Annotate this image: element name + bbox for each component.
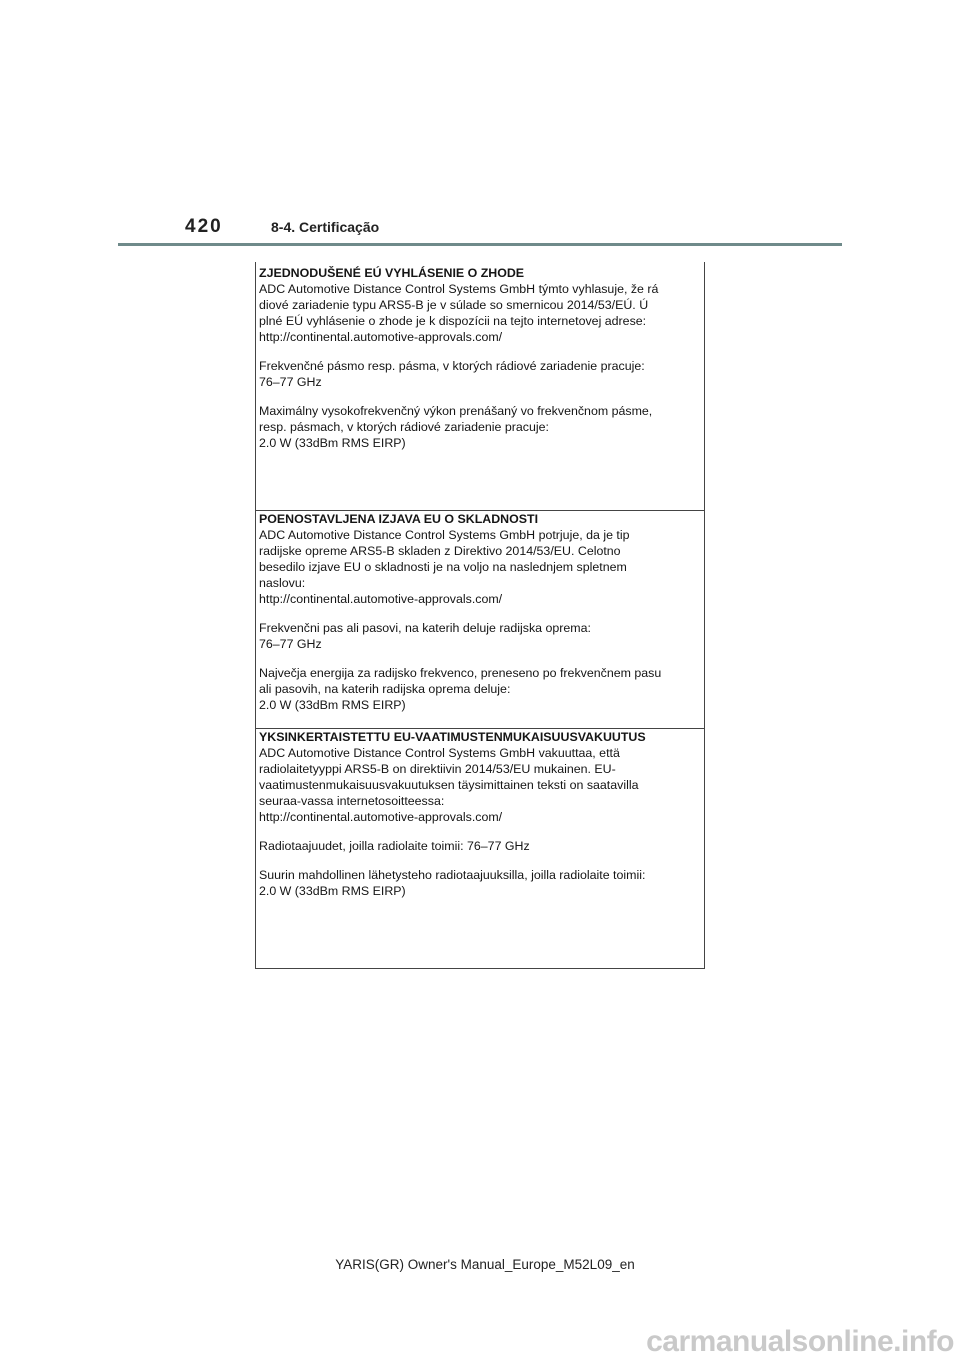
declaration-url: http://continental.automotive-approvals.com/ (259, 810, 503, 824)
power-value: 2.0 W (33dBm RMS EIRP) (259, 698, 406, 712)
declaration-line: Maximálny vysokofrekvenčný výkon prenášaný vo frekvenčnom pásme, (259, 404, 653, 418)
certification-document (255, 262, 705, 969)
frequency-value: 76–77 GHz (259, 375, 322, 389)
declaration-line: vaatimustenmukaisuusvakuutuksen täysimittainen teksti on saatavilla (259, 778, 639, 792)
declaration-line: ADC Automotive Distance Control Systems GmbH potrjuje, da je tip (259, 528, 630, 542)
declaration-line: naslovu: (259, 576, 306, 590)
declaration-line: ADC Automotive Distance Control Systems GmbH vakuuttaa, että (259, 746, 620, 760)
header-divider (118, 243, 842, 246)
declaration-title: YKSINKERTAISTETTU EU-VAATIMUSTENMUKAISUUSVAKUUTUS (259, 730, 646, 744)
declaration-line: ali pasovih, na katerih radijska oprema deluje: (259, 682, 511, 696)
spacer (259, 607, 701, 620)
declaration-line: Največja energija za radijsko frekvenco, preneseno po frekvenčnem pasu (259, 666, 662, 680)
declaration-line: radijske opreme ARS5-B skladen z Direktivo 2014/53/EU. Celotno (259, 544, 621, 558)
declaration-line: Frekvenčni pas ali pasovi, na katerih deluje radijska oprema: (259, 621, 591, 635)
declaration-title: POENOSTAVLJENA IZJAVA EU O SKLADNOSTI (259, 512, 539, 526)
manual-footer: YARIS(GR) Owner's Manual_Europe_M52L09_en (335, 1257, 635, 1272)
watermark: carmanualsonline.info (646, 1325, 954, 1358)
frequency-value: Radiotaajuudet, joilla radiolaite toimii: 76–77 GHz (259, 839, 530, 853)
declaration-line: plné EÚ vyhlásenie o zhode je k dispozícii na tejto internetovej adrese: (259, 314, 647, 328)
declaration-slovak (256, 265, 704, 510)
declaration-url: http://continental.automotive-approvals.com/ (259, 592, 503, 606)
declaration-line: radiolaitetyyppi ARS5-B on direktiivin 2014/53/EU mukainen. EU- (259, 762, 616, 776)
declaration-finnish (256, 728, 704, 968)
declaration-line: ADC Automotive Distance Control Systems GmbH týmto vyhlasuje, že rá (259, 282, 659, 296)
declaration-slovenian (256, 510, 704, 728)
declaration-url: http://continental.automotive-approvals.com/ (259, 330, 503, 344)
power-value: 2.0 W (33dBm RMS EIRP) (259, 436, 406, 450)
declaration-line: besedilo izjave EU o skladnosti je na voljo na naslednjem spletnem (259, 560, 627, 574)
spacer (259, 652, 701, 665)
spacer (259, 825, 701, 838)
spacer (259, 390, 701, 403)
spacer (259, 345, 701, 358)
declaration-title: ZJEDNODUŠENÉ EÚ VYHLÁSENIE O ZHODE (259, 266, 525, 280)
declaration-line: resp. pásmach, v ktorých rádiové zariadenie pracuje: (259, 420, 549, 434)
declaration-line: Frekvenčné pásmo resp. pásma, v ktorých rádiové zariadenie pracuje: (259, 359, 645, 373)
frequency-value: 76–77 GHz (259, 637, 322, 651)
spacer (259, 854, 701, 867)
page-number: 420 (185, 216, 223, 237)
declaration-line: seuraa-vassa internetosoitteessa: (259, 794, 445, 808)
declaration-line: diové zariadenie typu ARS5-B je v súlade so smernicou 2014/53/EÚ. Ú (259, 298, 649, 312)
declaration-line: Suurin mahdollinen lähetysteho radiotaajuuksilla, joilla radiolaite toimii: (259, 868, 646, 882)
power-value: 2.0 W (33dBm RMS EIRP) (259, 884, 406, 898)
section-title: 8-4. Certificação (271, 219, 380, 235)
